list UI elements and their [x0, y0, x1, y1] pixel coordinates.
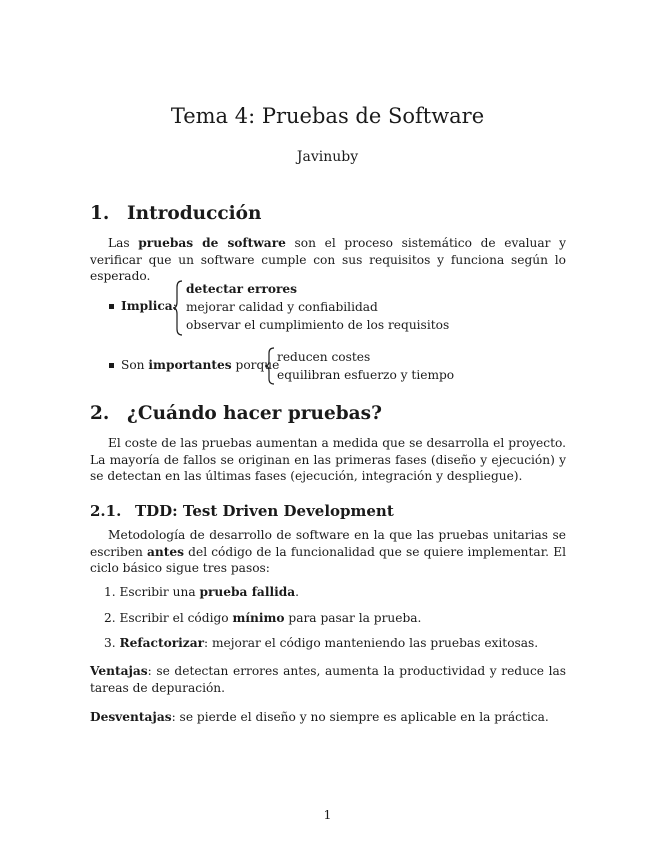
section-heading-intro	[90, 203, 261, 224]
bold-term: Refactorizar	[119, 636, 205, 650]
importantes-list	[277, 348, 454, 384]
text-run: Son	[121, 358, 149, 372]
text-run: Las	[108, 236, 139, 250]
section-number: 1.	[90, 203, 110, 224]
curly-brace-icon	[264, 347, 276, 385]
curly-brace-icon	[172, 280, 184, 336]
subsection-heading-tdd	[90, 502, 394, 520]
section-number: 2.	[90, 403, 110, 424]
section-title: Introducción	[127, 203, 262, 224]
bullet-implica	[109, 299, 177, 313]
advantages-paragraph	[90, 663, 566, 696]
implica-list	[186, 280, 449, 334]
implica-item: observar el cumplimiento de los requisitos	[186, 318, 450, 332]
implica-item: mejorar calidad y confiabilidad	[186, 300, 378, 314]
section-title: TDD: Test Driven Development	[135, 502, 394, 520]
list-number: 1.	[104, 585, 116, 599]
importantes-item: reducen costes	[277, 350, 371, 364]
page-number: 1	[323, 807, 332, 822]
bold-term: mínimo	[232, 611, 285, 625]
bold-term: pruebas de software	[138, 236, 286, 250]
bullet-marker	[109, 304, 114, 309]
importantes-item: equilibran esfuerzo y tiempo	[277, 368, 455, 382]
section-heading-when	[90, 403, 382, 424]
text-run: porque	[231, 358, 280, 372]
section-number: 2.1.	[90, 502, 122, 520]
list-number: 2.	[104, 611, 116, 625]
bullet-marker	[109, 363, 114, 368]
bold-term: antes	[147, 544, 185, 559]
intro-paragraph	[90, 235, 566, 285]
text-run: .	[295, 585, 300, 599]
tdd-paragraph	[90, 527, 566, 577]
bold-term: importantes	[148, 358, 232, 372]
text-run: del código de la funcionalidad que se quiere implementar. El ciclo básico sigue tres pasos:	[90, 544, 566, 575]
disadvantages-paragraph	[90, 709, 566, 726]
text-run: son el proceso sistemático de evaluar y verificar que un software cumple con sus requisitos y funciona según lo esperado.	[90, 236, 566, 283]
list-number: 3.	[104, 636, 116, 650]
text-run: Escribir una	[119, 585, 200, 599]
text-run: Metodología de desarrollo de software en la que las pruebas unitarias se escriben	[90, 528, 566, 559]
text-run: : se pierde el diseño y no siempre es aplicable en la práctica.	[171, 710, 549, 724]
text-run: : mejorar el código manteniendo las pruebas exitosas.	[204, 636, 539, 650]
list-item	[104, 611, 421, 625]
document-title: Tema 4: Pruebas de Software	[170, 104, 485, 128]
bold-term: prueba fallida	[199, 585, 296, 599]
bold-term: Ventajas	[90, 664, 148, 678]
bullet-label: Implica	[121, 299, 173, 313]
colon: :	[172, 299, 177, 313]
implica-item: detectar errores	[186, 282, 298, 296]
section-title: ¿Cuándo hacer pruebas?	[127, 403, 382, 424]
bullet-importantes	[109, 358, 279, 372]
text-run: para pasar la prueba.	[284, 611, 422, 625]
document-author: Javinuby	[296, 149, 359, 165]
bold-term: Desventajas	[90, 710, 172, 724]
text-run: Escribir el código	[119, 611, 233, 625]
list-item	[104, 636, 538, 650]
text-run: : se detectan errores antes, aumenta la productividad y reduce las tareas de depuración.	[90, 664, 566, 695]
list-item	[104, 585, 299, 599]
when-paragraph: El coste de las pruebas aumentan a medida que se desarrolla el proyecto. La mayoría de fallos se originan en las primeras fases (diseño y ejecución) y se detectan en las últimas fases (ejecución, integración y despliegue).	[90, 436, 566, 483]
